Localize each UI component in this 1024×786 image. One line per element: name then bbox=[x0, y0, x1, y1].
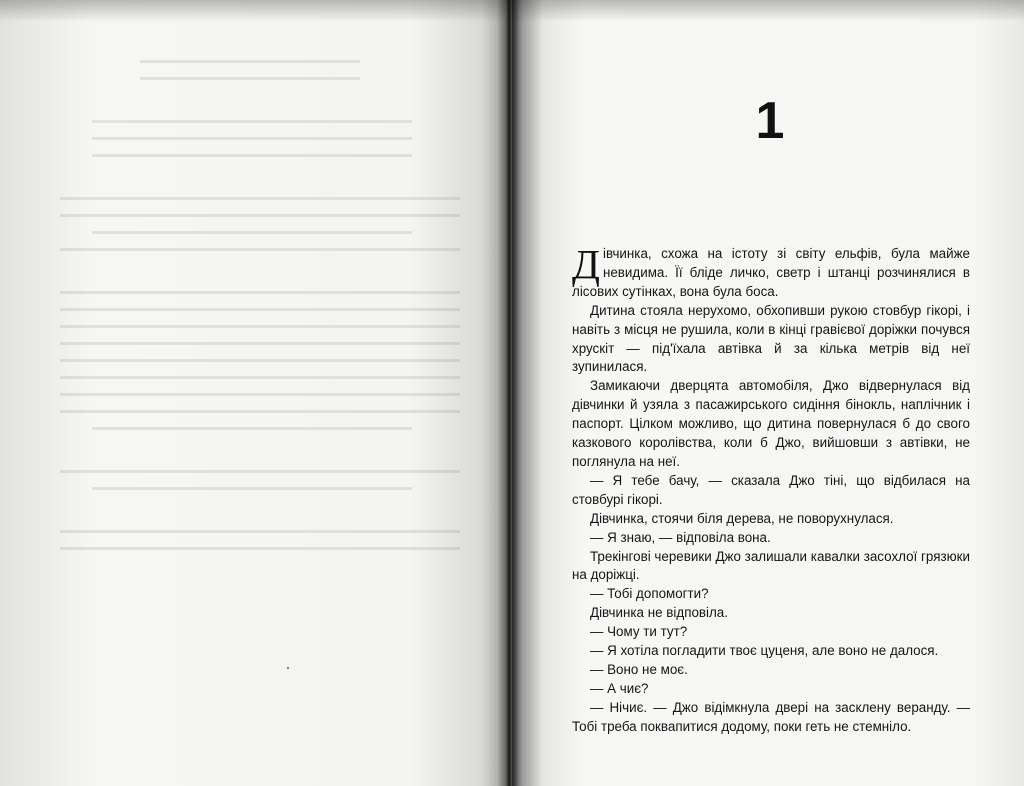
paragraph: — Тобі допомогти? bbox=[590, 586, 709, 602]
speck bbox=[287, 667, 289, 669]
paragraph: — Чому ти тут? bbox=[590, 624, 688, 640]
chapter-number: 1 bbox=[755, 92, 785, 150]
top-shadow bbox=[0, 0, 1024, 22]
paragraph: — Я хотіла погладити твоє цуценя, але воно не далося. bbox=[590, 643, 939, 659]
book-spine bbox=[497, 0, 519, 786]
bleed-through-text bbox=[60, 60, 460, 740]
paragraph bbox=[572, 241, 970, 302]
paragraph: — Я тебе бачу, — сказала Джо тіні, що відбилася на стовбурі гікорі. bbox=[572, 472, 970, 507]
paragraph: Дитина стояла нерухомо, обхопивши рукою стовбур гікорі, і навіть з місця не рушила, коли в кінці гравієвої доріжки почувся хрускіт — під'їхала автівка й за кілька метрів від неї зупинилася. bbox=[572, 302, 970, 375]
paragraph: Дівчинка не відповіла. bbox=[590, 605, 728, 621]
paragraph: Трекінгові черевики Джо залишали кавалки засохлої грязюки на доріжці. bbox=[572, 548, 970, 583]
paragraph: — А чиє? bbox=[590, 680, 649, 696]
paragraph: — Воно не моє. bbox=[590, 661, 688, 677]
chapter-text bbox=[572, 241, 970, 737]
paragraph: — Я знаю, — відповіла вона. bbox=[590, 529, 771, 545]
paragraph: Дівчинка, стоячи біля дерева, не поворухнулася. bbox=[590, 510, 894, 526]
drop-cap: Д bbox=[572, 241, 600, 287]
paragraph: — Нічиє. — Джо відімкнула двері на засклену веранду. — Тобі треба поквапитися додому, поки геть не стемніло. bbox=[572, 699, 970, 734]
paragraph: Замикаючи дверцята автомобіля, Джо відвернулася від дівчинки й узяла з пасажирського сидіння бінокль, наплічник і паспорт. Цілком можливо, що дитина повернулася б до свого казкового королівства, коли б Джо, вийшовши з автівки, не поглянула на неї. bbox=[572, 378, 970, 469]
paragraph-text: івчинка, схожа на істоту зі світу ельфів, була майже невидима. Її бліде личко, светр і штанці розчинялися в лісових сутінках, вона була боса. bbox=[572, 246, 970, 299]
